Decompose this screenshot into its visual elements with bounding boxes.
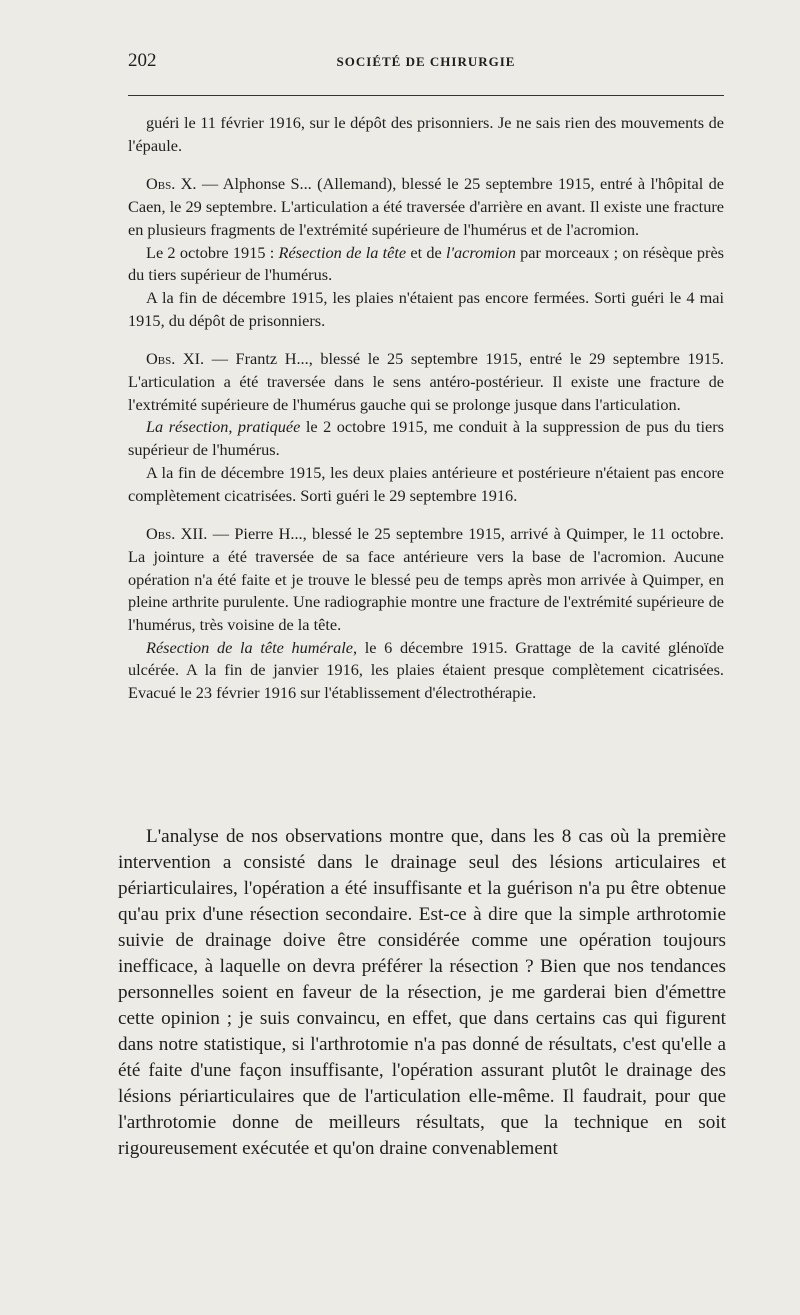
observation-10-intro: Obs. X. — Alphonse S... (Allemand), blessé le 25 septembre 1915, entré à l'hôpital de Caen, le 29 septembre. L'articulation a été traversée d'arrière en avant. Il existe une fracture en plusieurs fragments de l'extrémité supérieure de l'humérus et de l'acromion. xyxy=(128,174,724,239)
observation-10-label: Obs. X. xyxy=(146,174,197,194)
observation-12-procedure: Résection de la tête humérale, le 6 décembre 1915. Grattage de la cavité glénoïde ulcérée. A la fin de janvier 1916, les plaies étaient presque complètement cicatrisées. Evacué le 23 février 1916 sur l'établissement d'électrothérapie. xyxy=(128,637,724,703)
page-header xyxy=(128,50,724,74)
analysis-section xyxy=(118,824,726,1162)
observation-10-procedure: Le 2 octobre 1915 : Résection de la tête et de l'acromion par morceaux ; on résèque près du tiers supérieur de l'humérus. xyxy=(128,242,725,285)
header-rule xyxy=(128,95,724,96)
observation-11-intro: Obs. XI. — Frantz H..., blessé le 25 septembre 1915, entré le 29 septembre 1915. L'articulation a été traversée dans le sens antéro-postérieur. Il existe une fracture de l'extrémité supérieure de l'humérus gauche qui se prolonge jusque dans l'articulation. xyxy=(128,349,725,414)
page-number: 202 xyxy=(128,50,157,71)
observation-10-outcome: A la fin de décembre 1915, les plaies n'étaient pas encore fermées. Sorti guéri le 4 mai 1915, du dépôt de prisonniers. xyxy=(128,287,724,330)
observation-12-intro: Obs. XII. — Pierre H..., blessé le 25 septembre 1915, arrivé à Quimper, le 11 octobre. La jointure a été traversée de sa face antérieure vers la base de l'acromion. Aucune opération n'a été faite et je trouve le blessé peu de temps après mon arrivée à Quimper, en pleine arthrite purulente. Une radiographie montre une fracture de l'extrémité supérieure de l'humérus, très voisine de la tête. xyxy=(128,524,724,635)
observation-11-label: Obs. XI. xyxy=(146,349,205,369)
analysis-paragraph: L'analyse de nos observations montre que, dans les 8 cas où la première intervention a consisté dans le drainage seul des lésions articulaires et périarticulaires, l'opération a été insuffisante et la guérison n'a pu être obtenue qu'au prix d'une résection secondaire. Est-ce à dire que la simple arthrotomie suivie de drainage doive être considérée comme une opération toujours inefficace, à laquelle on devra préférer la résection ? Bien que nos tendances personnelles soient en faveur de la résection, je me garderai bien d'émettre cette opinion ; je suis convaincu, en effet, que dans certains cas qui figurent dans notre statistique, si l'arthrotomie n'a pas donné de résultats, c'est qu'elle a été faite d'une façon insuffisante, l'opération assurant plutôt le drainage des lésions périarticulaires que de l'articulation elle-même. Il faudrait, pour que l'arthrotomie donne de meilleurs résultats, que la technique en soit rigoureusement exécutée et qu'on draine convenablement xyxy=(118,826,726,1159)
case-notes xyxy=(128,112,724,705)
observation-11-procedure: La résection, pratiquée le 2 octobre 1915, me conduit à la suppression de pus du tiers supérieur de l'humérus. xyxy=(128,417,725,460)
observation-11-outcome: A la fin de décembre 1915, les deux plaies antérieure et postérieure n'étaient pas encore complètement cicatrisées. Sorti guéri le 29 septembre 1916. xyxy=(128,462,724,505)
running-title: SOCIÉTÉ DE CHIRURGIE xyxy=(336,54,516,69)
observation-12-label: Obs. XII. xyxy=(146,524,208,544)
continuation-paragraph: guéri le 11 février 1916, sur le dépôt des prisonniers. Je ne sais rien des mouvements de l'épaule. xyxy=(128,113,724,155)
